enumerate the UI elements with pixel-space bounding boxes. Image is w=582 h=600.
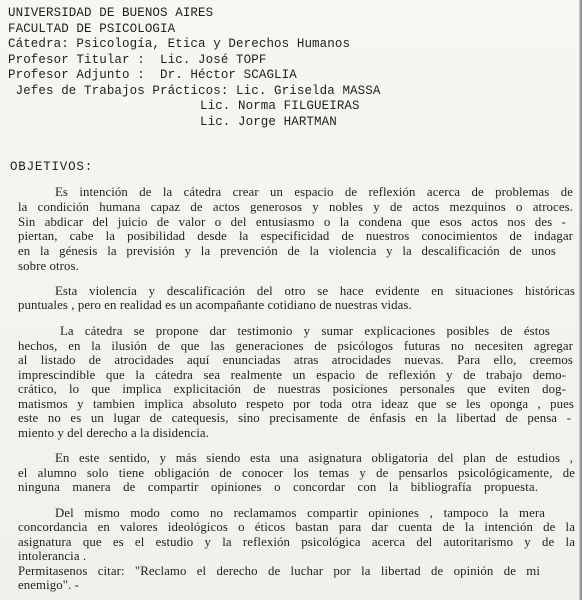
text-line: intolerancia . bbox=[18, 549, 87, 563]
text-line: asignatura que es el estudio y la reflexión psicológica acerca del autoritarismo y de la bbox=[18, 535, 575, 549]
jefes-trabajos: Jefes de Trabajos Prácticos: Lic. Griselda MASSA bbox=[8, 83, 381, 98]
section-title: OBJETIVOS: bbox=[10, 160, 94, 174]
text-line: imprescindible que la cátedra sea realmente un espacio de reflexión y de trabajo demo- bbox=[18, 368, 566, 382]
faculty-name: FACULTAD DE PSICOLOGIA bbox=[8, 21, 176, 36]
text-line: piertan, cabe la posibilidad desde la especificidad de nuestros conocimientos de indagar bbox=[18, 229, 573, 243]
text-line: ninguna manera de compartir opiniones o concordar con la bibliografía propuesta. bbox=[18, 480, 538, 494]
text-line: Sin abdicar del juicio de valor o del entusiasmo o la condena que esos actos nos des - bbox=[18, 215, 566, 229]
jefe-jorge: Lic. Jorge HARTMAN bbox=[200, 114, 337, 129]
text-line: enemigo". - bbox=[18, 578, 80, 592]
text-line: puntuales , pero en realidad es un acompañante cotidiano de nuestras vidas. bbox=[18, 298, 412, 312]
text-line: en la génesis la previsión y la prevención de la violencia y la descalificación de unos bbox=[18, 244, 556, 258]
profesor-titular: Profesor Titular : Lic. José TOPF bbox=[8, 52, 267, 67]
text-line: este no es un lugar de catequesis, sino precisamente de énfasis en la libertad de pensa - bbox=[18, 411, 571, 425]
university-name: UNIVERSIDAD DE BUENOS AIRES bbox=[8, 6, 214, 20]
catedra-line: Cátedra: Psicología, Etica y Derechos Humanos bbox=[8, 37, 351, 51]
text-line: Es intención de la cátedra crear un espacio de reflexión acerca de problemas de bbox=[55, 185, 573, 199]
text-line: hechos, en la ilusión de que las generaciones de psicólogos futuras no necesiten agregar bbox=[18, 339, 573, 353]
text-line: La cátedra se propone dar testimonio y sumar explicaciones posibles de éstos bbox=[60, 324, 550, 338]
text-line: En este sentido, y más siendo esta una asignatura obligatoria del plan de estudios , bbox=[55, 451, 573, 465]
text-line: matismos y tambien implica absoluto respeto por toda otra ideaz que se les oponga , pues bbox=[18, 397, 574, 411]
text-line: Del mismo modo como no reclamamos compartir opiniones , tampoco la mera bbox=[55, 506, 545, 520]
jefe-norma: Lic. Norma FILGUEIRAS bbox=[200, 99, 360, 113]
text-line: concordancia en valores ideológicos o éticos bastan para dar cuenta de la intención de la bbox=[18, 520, 575, 534]
text-line: la condición humana capaz de actos generosos y nobles y de actos mezquinos o atroces. bbox=[18, 200, 573, 214]
document-header bbox=[8, 6, 380, 130]
text-line: sobre otros. bbox=[18, 259, 79, 273]
text-line: miento y del derecho a la disidencia. bbox=[18, 426, 209, 440]
profesor-adjunto: Profesor Adjunto : Dr. Héctor SCAGLIA bbox=[8, 68, 297, 82]
text-line: Permitasenos citar: "Reclamo el derecho de luchar por la libertad de opinión de mi bbox=[18, 564, 540, 578]
text-line: el alumno solo tiene obligación de conocer los temas y de pensarlos psicológicamente, de bbox=[18, 466, 575, 480]
text-line: al listado de atrocidades aquí enunciadas atras atrocidades nuevas. Para ello, creemos bbox=[18, 353, 573, 367]
text-line: crático, lo que implica explicitación de nuestras posiciones personales que eviten dog- bbox=[18, 382, 566, 396]
text-line: Esta violencia y descalificación del otro se hace evidente en situaciones históricas bbox=[55, 284, 575, 298]
